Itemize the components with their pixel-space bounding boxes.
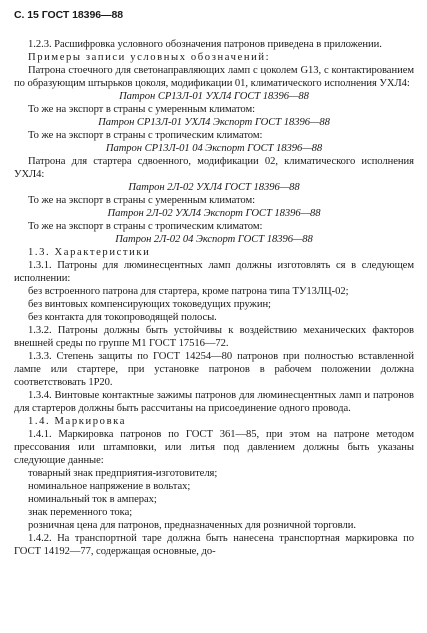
section-heading: 1.4. Маркировка [28, 416, 127, 427]
designation-example: Патрон СР13Л-01 УХЛ4 ГОСТ 18396—88 [119, 91, 309, 102]
designation-example: Патрон 2Л-02 04 Экспорт ГОСТ 18396—88 [115, 234, 313, 245]
page-header: С. 15 ГОСТ 18396—88 [14, 9, 124, 21]
list-item: без винтовых компенсирующих токоведущих пружин; [28, 299, 271, 310]
paragraph: 1.2.3. Расшифровка условного обозначения патронов приведена в приложении. [28, 39, 382, 50]
paragraph: 1.3.2. Патроны должны быть устойчивы к воздействию механических факторов внешней среды по группе М1 ГОСТ 17516—72. [14, 325, 414, 349]
list-item: товарный знак предприятия-изготовителя; [28, 468, 218, 479]
designation-example: Патрон СР13Л-01 УХЛ4 Экспорт ГОСТ 18396—88 [98, 117, 330, 128]
paragraph: 1.3.4. Винтовые контактные зажимы патронов для люминесцентных ламп и патронов для стартеров должны быть рассчитаны на присоединение одного провода. [14, 390, 414, 414]
list-item: знак переменного тока; [28, 507, 133, 518]
list-item: без встроенного патрона для стартера, кроме патрона типа ТУ13ЛЦ-02; [28, 286, 349, 297]
list-item: без контакта для токопроводящей полосы. [28, 312, 217, 323]
list-item: номинальное напряжение в вольтах; [28, 481, 191, 492]
list-item: розничная цена для патронов, предназначенных для розничной торговли. [28, 520, 356, 531]
paragraph: 1.3.1. Патроны для люминесцентных ламп должны изготовлять ся в следующем исполнении: [14, 260, 414, 284]
designation-example: Патрон СР13Л-01 04 Экспорт ГОСТ 18396—88 [105, 143, 323, 154]
examples-heading: Примеры записи условных обозначений: [28, 52, 271, 63]
list-item: номинальный ток в амперах; [28, 494, 157, 505]
paragraph: То же на экспорт в страны с умеренным климатом: [28, 104, 256, 115]
section-heading: 1.3. Характеристики [28, 247, 151, 258]
paragraph: То же на экспорт в страны с тропическим климатом: [28, 221, 263, 232]
designation-example: Патрон 2Л-02 УХЛ4 ГОСТ 18396—88 [128, 182, 300, 193]
paragraph: 1.3.3. Степень защиты по ГОСТ 14254—80 патронов при полностью вставленной лампе или стартере, при установке патронов в рабочем положении должна соответствовать 1Р20. [14, 351, 414, 388]
paragraph: Патрона стоечного для светонаправляющих ламп с цоколем G13, с контактированием по образующим штырьков цоколя, модификации 01, климатического исполнения УХЛ4: [14, 65, 414, 89]
paragraph: То же на экспорт в страны с умеренным климатом: [28, 195, 256, 206]
paragraph: 1.4.2. На транспортной таре должна быть нанесена транспортная маркировка по ГОСТ 14192—77, содержащая основные, до- [14, 533, 414, 557]
paragraph: То же на экспорт в страны с тропическим климатом: [28, 130, 263, 141]
designation-example: Патрон 2Л-02 УХЛ4 Экспорт ГОСТ 18396—88 [107, 208, 321, 219]
paragraph: Патрона для стартера сдвоенного, модификации 02, климатического исполнения УХЛ4: [14, 156, 414, 180]
document-body [14, 38, 414, 558]
paragraph: 1.4.1. Маркировка патронов по ГОСТ 361—85, при этом на патроне методом прессования или штамповки, или литья под давлением должны быть указаны следующие данные: [14, 429, 414, 466]
